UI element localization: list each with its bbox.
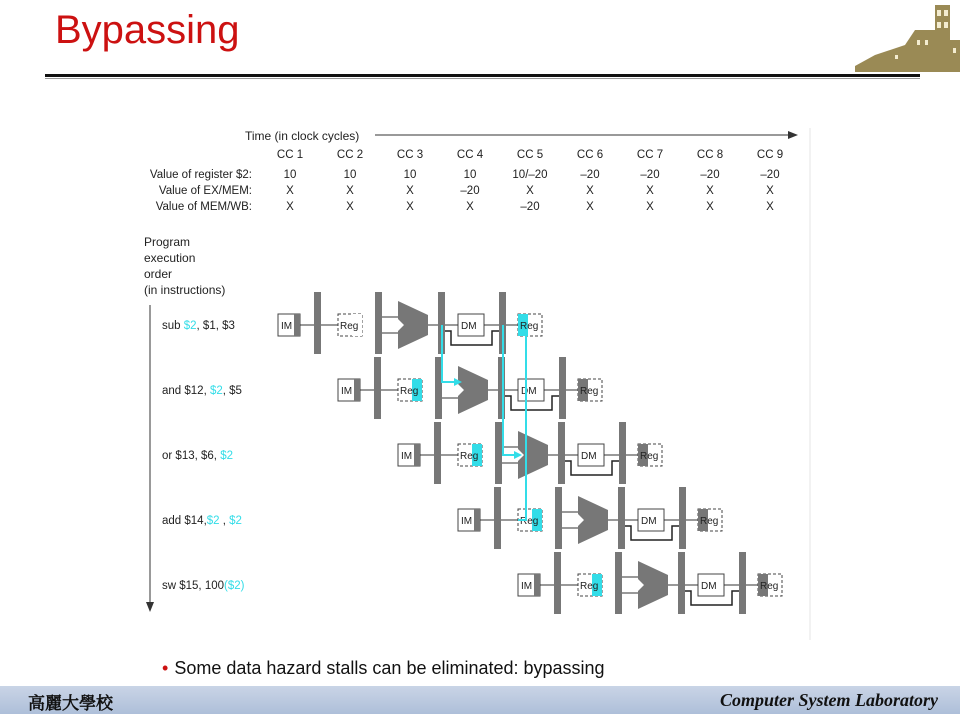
reg-read-label: Reg <box>460 451 479 462</box>
register-value: X <box>466 201 474 213</box>
alu-shape <box>638 561 668 609</box>
program-order-label: order <box>144 267 173 281</box>
instruction-pipeline <box>458 487 722 549</box>
cycle-label: CC 9 <box>756 149 784 161</box>
instruction-pipeline <box>338 357 602 419</box>
register-value: 10 <box>403 169 417 181</box>
alu-shape <box>458 366 488 414</box>
university-building-logo <box>855 0 960 72</box>
forwarding-arrowhead <box>514 451 522 459</box>
pipeline-register-idex <box>435 357 442 419</box>
cycle-label: CC 2 <box>336 149 364 161</box>
alu-shape <box>398 301 428 349</box>
instruction-label <box>162 450 233 462</box>
reg-read-label: Reg <box>340 321 359 332</box>
pipeline-register-memwb <box>739 552 746 614</box>
title-rule <box>45 74 920 77</box>
dm-label: DM <box>701 581 717 592</box>
register-value: –20 <box>760 169 780 181</box>
reg-write-label: Reg <box>580 386 599 397</box>
im-box-shade <box>294 314 300 336</box>
reg-write-label: Reg <box>520 321 539 332</box>
register-dependency-text: $2 <box>209 385 223 397</box>
instruction-text: or $13, $6, <box>162 450 221 462</box>
im-box-shade <box>474 509 480 531</box>
dm-label: DM <box>461 321 477 332</box>
im-label: IM <box>401 451 413 462</box>
register-value: X <box>406 185 414 197</box>
pipeline-register-ifid <box>374 357 381 419</box>
register-value: X <box>646 201 654 213</box>
pipeline-register-ifid <box>494 487 501 549</box>
bullet-text: Some data hazard stalls can be eliminated: bypassing <box>174 658 605 678</box>
register-row-label: Value of MEM/WB: <box>155 201 252 213</box>
instruction-text: sub <box>162 320 184 332</box>
instruction-label <box>162 385 242 397</box>
dm-label: DM <box>521 386 537 397</box>
dm-label: DM <box>641 516 657 527</box>
register-value: X <box>346 201 354 213</box>
alu-shape <box>518 431 548 479</box>
register-value: 10/–20 <box>512 169 548 181</box>
cycle-label: CC 7 <box>636 149 664 161</box>
pipeline-register-ifid <box>314 292 321 354</box>
pipeline-register-idex <box>375 292 382 354</box>
reg-read-label: Reg <box>520 516 539 527</box>
instruction-pipeline <box>518 552 782 614</box>
register-dependency-text: $2 <box>206 515 220 527</box>
register-value: X <box>766 201 774 213</box>
register-value: –20 <box>580 169 600 181</box>
register-value: X <box>406 201 414 213</box>
cycle-label: CC 6 <box>576 149 604 161</box>
im-label: IM <box>521 581 533 592</box>
instruction-text: sw $15, 100 <box>162 580 225 592</box>
register-value: X <box>526 185 534 197</box>
pipeline-register-idex <box>555 487 562 549</box>
register-file-forward-path <box>518 336 526 520</box>
instruction-label <box>162 580 245 592</box>
pipeline-forwarding-diagram <box>120 120 820 640</box>
instruction-label <box>162 320 235 332</box>
register-value: –20 <box>640 169 660 181</box>
footer-university: 高麗大學校 <box>28 694 113 714</box>
register-dependency-text: $2 <box>183 320 197 332</box>
bullet-dot: • <box>162 658 169 678</box>
time-axis-arrowhead <box>788 131 798 139</box>
reg-write-label: Reg <box>760 581 779 592</box>
pipeline-register-ifid <box>434 422 441 484</box>
register-value: –20 <box>520 201 540 213</box>
pipeline-register-ifid <box>554 552 561 614</box>
register-value: X <box>706 185 714 197</box>
pipeline-register-memwb <box>679 487 686 549</box>
register-dependency-text: ($2) <box>224 580 245 592</box>
reg-write-label: Reg <box>700 516 719 527</box>
cycle-label: CC 5 <box>516 149 544 161</box>
register-value: X <box>286 201 294 213</box>
register-value: –20 <box>700 169 720 181</box>
program-order-label: execution <box>144 251 196 265</box>
register-value: X <box>646 185 654 197</box>
pipeline-register-idex <box>495 422 502 484</box>
slide-title: Bypassing <box>55 8 240 52</box>
im-label: IM <box>341 386 353 397</box>
register-value: X <box>586 201 594 213</box>
register-dependency-text: $2 <box>229 515 242 527</box>
register-value: X <box>286 185 294 197</box>
dm-label: DM <box>581 451 597 462</box>
register-value: X <box>766 185 774 197</box>
im-label: IM <box>281 321 293 332</box>
footer-bar <box>0 686 960 714</box>
pipeline-register-memwb <box>559 357 566 419</box>
im-label: IM <box>461 516 473 527</box>
program-order-arrowhead <box>146 602 154 612</box>
im-box-shade <box>354 379 360 401</box>
cycle-label: CC 4 <box>456 149 484 161</box>
register-value: –20 <box>460 185 480 197</box>
register-row-label: Value of register $2: <box>149 169 252 181</box>
instruction-label <box>162 515 242 527</box>
program-order-label: (in instructions) <box>144 283 226 297</box>
pipeline-register-exmem <box>558 422 565 484</box>
pipeline-register-memwb <box>619 422 626 484</box>
instruction-pipeline <box>398 422 662 484</box>
time-axis-label: Time (in clock cycles) <box>245 129 360 143</box>
cycle-label: CC 3 <box>396 149 424 161</box>
reg-read-label: Reg <box>400 386 419 397</box>
register-value: 10 <box>463 169 477 181</box>
cycle-label: CC 8 <box>696 149 724 161</box>
instruction-text: add $14, <box>162 515 207 527</box>
register-value: 10 <box>283 169 297 181</box>
im-box-shade <box>534 574 540 596</box>
instruction-text: , $5 <box>222 385 242 397</box>
reg-read-label: Reg <box>580 581 599 592</box>
pipeline-register-idex <box>615 552 622 614</box>
title-rule-thin <box>45 78 920 79</box>
register-value: X <box>706 201 714 213</box>
register-dependency-text: $2 <box>220 450 233 462</box>
im-box-shade <box>414 444 420 466</box>
instruction-text: and $12, <box>162 385 210 397</box>
register-value: X <box>586 185 594 197</box>
bullet-point <box>162 658 605 679</box>
cycle-label: CC 1 <box>276 149 304 161</box>
reg-write-label: Reg <box>640 451 659 462</box>
footer-lab: Computer System Laboratory <box>719 690 938 710</box>
register-row-label: Value of EX/MEM: <box>158 185 252 197</box>
alu-shape <box>578 496 608 544</box>
register-value: 10 <box>343 169 357 181</box>
register-value: X <box>346 185 354 197</box>
program-order-label: Program <box>144 235 191 249</box>
instruction-text: , <box>219 515 230 527</box>
instruction-text: , $1, $3 <box>196 320 235 332</box>
pipeline-register-exmem <box>678 552 685 614</box>
pipeline-register-exmem <box>618 487 625 549</box>
